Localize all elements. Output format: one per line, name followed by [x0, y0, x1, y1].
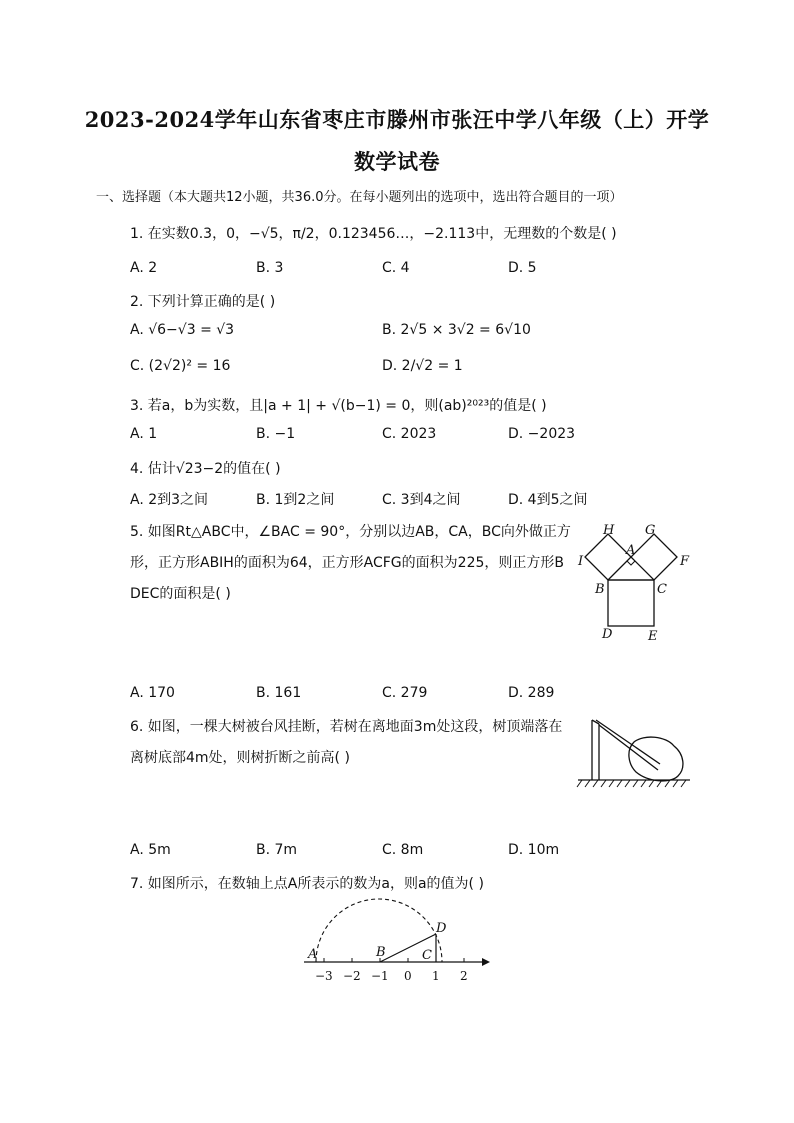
square-bdec [608, 580, 654, 626]
label-a: A [308, 947, 318, 962]
question-5-figure [572, 518, 702, 648]
fallen-trunk-upper [596, 720, 660, 764]
tree-crown [629, 737, 683, 781]
question-5-option-d: D. 289 [508, 685, 555, 701]
question-3-option-c: C. 2023 [382, 426, 437, 442]
label-i: I [578, 554, 584, 569]
page-title-line1: 2023-2024学年山东省枣庄市滕州市张汪中学八年级（上）开学 [84, 107, 710, 132]
label-f: F [680, 554, 690, 569]
label-a: A [626, 543, 636, 558]
label-h: H [603, 523, 615, 538]
page-title-line2: 数学试卷 [354, 149, 440, 174]
label-b: B [376, 945, 386, 960]
label-c: C [657, 582, 667, 597]
question-1-option-c: C. 4 [382, 260, 410, 276]
fallen-trunk-lower [599, 725, 658, 770]
question-2-option-b: B. 2√5 × 3√2 = 6√10 [382, 322, 531, 338]
question-3-option-b: B. −1 [256, 426, 296, 442]
right-angle-mark [627, 561, 635, 565]
question-7-stem: 7. 如图所示，在数轴上点A所表示的数为a，则a的值为( ) [130, 876, 484, 892]
question-2-option-a: A. √6−√3 = √3 [130, 322, 235, 338]
question-3-stem: 3. 若a，b为实数，且|a + 1| + √(b−1) = 0，则(ab)²⁰²³的值是( ) [130, 398, 547, 414]
ground-hatching [577, 780, 686, 787]
label-g: G [645, 523, 656, 538]
tick-label-minus-3: −3 [315, 969, 333, 983]
tick-label-0: 0 [404, 969, 412, 983]
question-1-option-b: B. 3 [256, 260, 284, 276]
tick-label-minus-2: −2 [343, 969, 361, 983]
question-4-option-d: D. 4到5之间 [508, 492, 588, 508]
question-4-option-a: A. 2到3之间 [130, 492, 209, 508]
question-4-stem: 4. 估计√23−2的值在( ) [130, 461, 281, 477]
question-4-option-c: C. 3到4之间 [382, 492, 461, 508]
question-6-stem-line2: 离树底部4m处，则树折断之前高( ) [130, 750, 350, 766]
question-6-stem-line1: 6. 如图，一棵大树被台风挂断，若树在离地面3m处这段，树顶端落在 [130, 719, 563, 735]
label-d: D [602, 627, 613, 642]
question-6-option-a: A. 5m [130, 842, 171, 858]
question-1-option-a: A. 2 [130, 260, 158, 276]
question-5-option-c: C. 279 [382, 685, 428, 701]
axis-arrow [482, 958, 490, 966]
question-5-option-a: A. 170 [130, 685, 175, 701]
question-2-stem: 2. 下列计算正确的是( ) [130, 294, 276, 310]
square-acfg [631, 534, 677, 580]
question-2-option-d: D. 2/√2 = 1 [382, 358, 463, 374]
question-6-option-b: B. 7m [256, 842, 298, 858]
label-d: D [436, 921, 447, 936]
label-c: C [422, 948, 432, 963]
question-3-option-d: D. −2023 [508, 426, 576, 442]
question-5-option-b: B. 161 [256, 685, 302, 701]
square-abih [585, 534, 631, 580]
question-6-option-d: D. 10m [508, 842, 560, 858]
question-5-stem-line2: 形，正方形ABIH的面积为64，正方形ACFG的面积为225，则正方形B [130, 555, 564, 571]
question-5-stem-line1: 5. 如图Rt△ABC中，∠BAC = 90°，分别以边AB，CA，BC向外做正方 [130, 524, 571, 540]
question-7-figure [296, 892, 496, 988]
question-6-figure [574, 712, 694, 794]
question-5-stem-line3: DEC的面积是( ) [130, 586, 231, 602]
section-heading: 一、选择题（本大题共12小题，共36.0分。在每小题列出的选项中，选出符合题目的一项） [96, 190, 623, 205]
tick-label-2: 2 [460, 969, 468, 983]
question-1-option-d: D. 5 [508, 260, 537, 276]
tick-label-minus-1: −1 [371, 969, 389, 983]
label-b: B [595, 582, 605, 597]
label-e: E [648, 629, 658, 644]
question-3-option-a: A. 1 [130, 426, 158, 442]
question-6-option-c: C. 8m [382, 842, 424, 858]
question-4-option-b: B. 1到2之间 [256, 492, 335, 508]
tick-label-1: 1 [432, 969, 440, 983]
question-2-option-c: C. (2√2)² = 16 [130, 358, 231, 374]
question-1-stem: 1. 在实数0.3，0，−√5，π/2，0.123456…，−2.113中，无理数的个数是( ) [130, 226, 617, 242]
